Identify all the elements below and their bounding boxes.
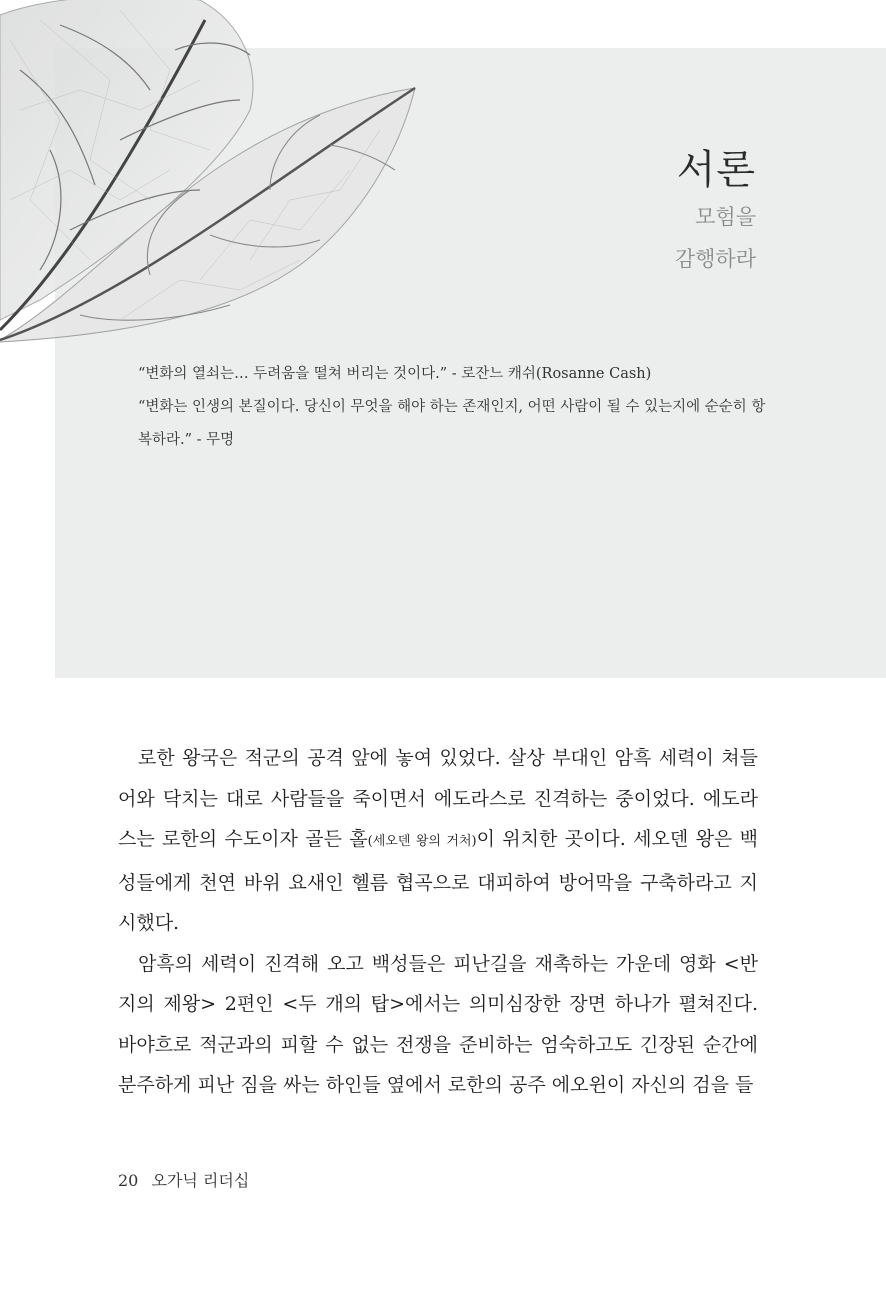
chapter-body: [118, 738, 758, 1106]
chapter-subtitle: [675, 196, 756, 280]
page-number: 20: [118, 1171, 139, 1190]
body-paragraph: [118, 738, 758, 944]
epigraph-block: [138, 358, 778, 457]
chapter-subtitle-line1: 모험을: [695, 205, 756, 229]
inline-note: (세오덴 왕의 거처): [367, 834, 477, 849]
leaf-skeleton-illustration: [0, 0, 430, 345]
body-text-segment: 이 위치한 곳이다. 세오덴 왕은 백성들에게 천연 바위 요새인 헬름 협곡으로 대피하여 방어막을 구축하라고 지시했다.: [118, 828, 758, 934]
epigraph-quote: “변화의 열쇠는… 두려움을 떨쳐 버리는 것이다.” - 로잔느 캐쉬(Rosanne Cash): [138, 366, 652, 382]
page-footer: [118, 1168, 249, 1191]
running-book-title: 오가닉 리더십: [151, 1171, 250, 1190]
epigraph-quote: “변화는 인생의 본질이다. 당신이 무엇을 해야 하는 존재인지, 어떤 사람이 될 수 있는지에 순순히 항복하라.” - 무명: [138, 399, 766, 448]
body-text-segment: 로한 왕국은 적군의 공격 앞에 놓여 있었다. 살상 부대인 암흑 세력이 쳐들어와 닥치는 대로 사람들을 죽이면서 에도라스로 진격하는 중이었다. 에도라스는 로한의 수도이자 골든 홀: [118, 747, 758, 850]
body-paragraph: 암흑의 세력이 진격해 오고 백성들은 피난길을 재촉하는 가운데 영화 <반지의 제왕> 2편인 <두 개의 탑>에서는 의미심장한 장면 하나가 펼쳐진다. 바야흐로 적군과의 피할 수 없는 전쟁을 준비하는 엄숙하고도 긴장된 순간에 분주하게 피난 짐을 싸는 하인들 옆에서 로한의 공주 에오윈이 자신의 검을 들: [118, 952, 758, 1096]
chapter-title: 서론: [676, 147, 756, 193]
chapter-subtitle-line2: 감행하라: [674, 247, 756, 271]
